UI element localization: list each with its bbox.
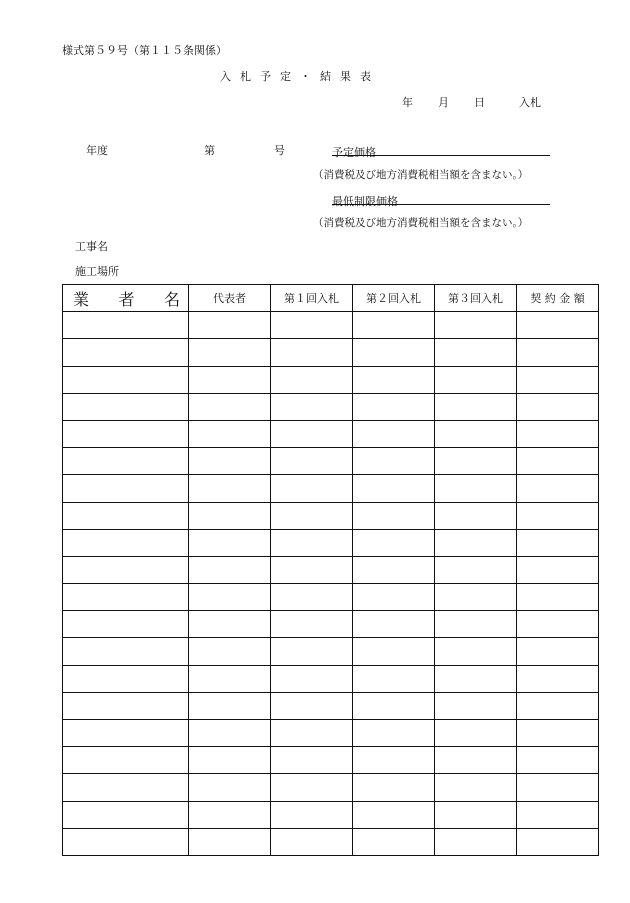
table-row	[63, 692, 599, 719]
date-bid: 入札	[519, 96, 541, 109]
table-cell[interactable]	[353, 339, 435, 366]
table-cell[interactable]	[353, 720, 435, 747]
table-cell[interactable]	[271, 801, 353, 828]
table-cell[interactable]	[189, 611, 271, 638]
table-row	[63, 828, 599, 855]
table-cell[interactable]	[271, 339, 353, 366]
table-cell[interactable]	[189, 747, 271, 774]
table-cell[interactable]	[517, 502, 599, 529]
table-cell[interactable]	[63, 584, 189, 611]
table-row	[63, 475, 599, 502]
form-number: 様式第５９号（第１１５条関係）	[62, 44, 227, 57]
table-cell[interactable]	[271, 529, 353, 556]
table-row	[63, 448, 599, 475]
date-day: 日	[474, 96, 485, 109]
min-price-label: 最低制限価格	[332, 195, 398, 208]
table-cell[interactable]	[435, 638, 517, 665]
table-cell[interactable]	[517, 828, 599, 855]
table-cell[interactable]	[353, 502, 435, 529]
table-row	[63, 420, 599, 447]
table-cell[interactable]	[271, 312, 353, 339]
table-cell[interactable]	[435, 475, 517, 502]
table-cell[interactable]	[271, 720, 353, 747]
table-cell[interactable]	[517, 584, 599, 611]
col-round-3: 第３回入札	[435, 285, 517, 312]
table-row	[63, 584, 599, 611]
table-cell[interactable]	[353, 366, 435, 393]
table-cell[interactable]	[189, 720, 271, 747]
bid-results-table	[62, 284, 599, 856]
table-cell[interactable]	[517, 312, 599, 339]
table-cell[interactable]	[63, 720, 189, 747]
table-row	[63, 556, 599, 583]
table-cell[interactable]	[63, 556, 189, 583]
table-cell[interactable]	[189, 312, 271, 339]
table-cell[interactable]	[189, 665, 271, 692]
table-cell[interactable]	[435, 448, 517, 475]
table-cell[interactable]	[63, 448, 189, 475]
table-cell[interactable]	[189, 584, 271, 611]
table-cell[interactable]	[353, 448, 435, 475]
table-row	[63, 366, 599, 393]
col-company-name	[63, 285, 189, 312]
table-cell[interactable]	[189, 828, 271, 855]
table-cell[interactable]	[271, 774, 353, 801]
table-row	[63, 393, 599, 420]
table-cell[interactable]	[271, 448, 353, 475]
table-cell[interactable]	[271, 638, 353, 665]
table-cell[interactable]	[353, 393, 435, 420]
col-round-2: 第２回入札	[353, 285, 435, 312]
planned-price-label: 予定価格	[332, 146, 376, 159]
table-cell[interactable]	[353, 801, 435, 828]
table-cell[interactable]	[353, 638, 435, 665]
table-cell[interactable]	[189, 475, 271, 502]
table-cell[interactable]	[435, 828, 517, 855]
table-cell[interactable]	[517, 556, 599, 583]
table-cell[interactable]	[517, 529, 599, 556]
table-cell[interactable]	[353, 420, 435, 447]
table-cell[interactable]	[517, 720, 599, 747]
table-cell[interactable]	[517, 475, 599, 502]
table-cell[interactable]	[189, 339, 271, 366]
table-row	[63, 611, 599, 638]
table-row	[63, 638, 599, 665]
table-cell[interactable]	[63, 828, 189, 855]
table-cell[interactable]	[271, 584, 353, 611]
table-row	[63, 774, 599, 801]
table-cell[interactable]	[353, 556, 435, 583]
table-row	[63, 312, 599, 339]
table-cell[interactable]	[517, 774, 599, 801]
table-cell[interactable]	[63, 475, 189, 502]
min-price-line	[332, 190, 550, 208]
table-cell[interactable]	[517, 366, 599, 393]
table-cell[interactable]	[271, 611, 353, 638]
dai-label: 第	[204, 144, 215, 157]
table-cell[interactable]	[435, 692, 517, 719]
table-row	[63, 502, 599, 529]
table-cell[interactable]	[63, 692, 189, 719]
table-cell[interactable]	[435, 393, 517, 420]
table-cell[interactable]	[435, 584, 517, 611]
table-cell[interactable]	[63, 312, 189, 339]
table-cell[interactable]	[189, 420, 271, 447]
table-cell[interactable]	[189, 774, 271, 801]
table-cell[interactable]	[517, 611, 599, 638]
table-cell[interactable]	[271, 747, 353, 774]
table-cell[interactable]	[353, 611, 435, 638]
table-cell[interactable]	[271, 502, 353, 529]
table-cell[interactable]	[353, 828, 435, 855]
table-cell[interactable]	[517, 393, 599, 420]
table-cell[interactable]	[63, 366, 189, 393]
table-cell[interactable]	[189, 638, 271, 665]
table-cell[interactable]	[435, 720, 517, 747]
table-cell[interactable]	[435, 502, 517, 529]
date-month: 月	[438, 96, 449, 109]
table-cell[interactable]	[435, 366, 517, 393]
table-cell[interactable]	[63, 747, 189, 774]
table-row	[63, 747, 599, 774]
table-cell[interactable]	[63, 638, 189, 665]
table-cell[interactable]	[189, 502, 271, 529]
table-cell[interactable]	[271, 692, 353, 719]
table-cell[interactable]	[517, 448, 599, 475]
fiscal-year-label: 年度	[86, 144, 108, 157]
table-cell[interactable]	[189, 393, 271, 420]
table-cell[interactable]	[63, 801, 189, 828]
table-cell[interactable]	[353, 747, 435, 774]
planned-price-line	[332, 141, 550, 159]
table-cell[interactable]	[517, 692, 599, 719]
table-cell[interactable]	[435, 339, 517, 366]
table-row	[63, 665, 599, 692]
table-cell[interactable]	[435, 556, 517, 583]
table-cell[interactable]	[517, 801, 599, 828]
col-round-1: 第１回入札	[271, 285, 353, 312]
table-cell[interactable]	[63, 339, 189, 366]
table-cell[interactable]	[435, 529, 517, 556]
table-row	[63, 801, 599, 828]
table-cell[interactable]	[271, 475, 353, 502]
work-name-label: 工事名	[75, 240, 108, 253]
table-cell[interactable]	[435, 801, 517, 828]
table-cell[interactable]	[353, 475, 435, 502]
table-cell[interactable]	[271, 556, 353, 583]
company-char-2: 者	[118, 289, 135, 309]
table-cell[interactable]	[63, 665, 189, 692]
col-contract-amount: 契 約 金 額	[517, 285, 599, 312]
table-cell[interactable]	[271, 665, 353, 692]
table-cell[interactable]	[63, 611, 189, 638]
date-year: 年	[402, 96, 413, 109]
table-cell[interactable]	[353, 584, 435, 611]
table-cell[interactable]	[517, 638, 599, 665]
table-cell[interactable]	[271, 420, 353, 447]
table-cell[interactable]	[435, 774, 517, 801]
table-cell[interactable]	[517, 420, 599, 447]
table-cell[interactable]	[271, 393, 353, 420]
table-cell[interactable]	[353, 774, 435, 801]
table-row	[63, 720, 599, 747]
table-cell[interactable]	[189, 692, 271, 719]
table-cell[interactable]	[435, 312, 517, 339]
table-cell[interactable]	[435, 611, 517, 638]
table-cell[interactable]	[353, 529, 435, 556]
table-cell[interactable]	[353, 312, 435, 339]
document-title: 入札予定・結果表	[220, 70, 380, 83]
table-row	[63, 529, 599, 556]
table-cell[interactable]	[517, 747, 599, 774]
table-cell[interactable]	[189, 448, 271, 475]
table-cell[interactable]	[517, 339, 599, 366]
table-cell[interactable]	[189, 366, 271, 393]
table-cell[interactable]	[271, 366, 353, 393]
table-row	[63, 339, 599, 366]
gou-label: 号	[274, 144, 285, 157]
company-char-1: 業	[73, 289, 90, 309]
table-cell[interactable]	[435, 420, 517, 447]
table-cell[interactable]	[271, 828, 353, 855]
tax-note-1: （消費税及び地方消費税相当額を含まない。）	[313, 169, 529, 181]
table-cell[interactable]	[189, 556, 271, 583]
table-cell[interactable]	[63, 774, 189, 801]
table-cell[interactable]	[63, 529, 189, 556]
table-cell[interactable]	[63, 420, 189, 447]
table-cell[interactable]	[189, 801, 271, 828]
table-cell[interactable]	[63, 393, 189, 420]
table-cell[interactable]	[189, 529, 271, 556]
table-cell[interactable]	[435, 665, 517, 692]
site-label: 施工場所	[75, 265, 119, 278]
tax-note-2: （消費税及び地方消費税相当額を含まない。）	[313, 217, 529, 229]
table-cell[interactable]	[517, 665, 599, 692]
table-header-row	[63, 285, 599, 312]
col-representative: 代表者	[189, 285, 271, 312]
table-cell[interactable]	[63, 502, 189, 529]
company-char-3: 名	[163, 289, 180, 309]
table-cell[interactable]	[353, 665, 435, 692]
table-cell[interactable]	[353, 692, 435, 719]
table-cell[interactable]	[435, 747, 517, 774]
